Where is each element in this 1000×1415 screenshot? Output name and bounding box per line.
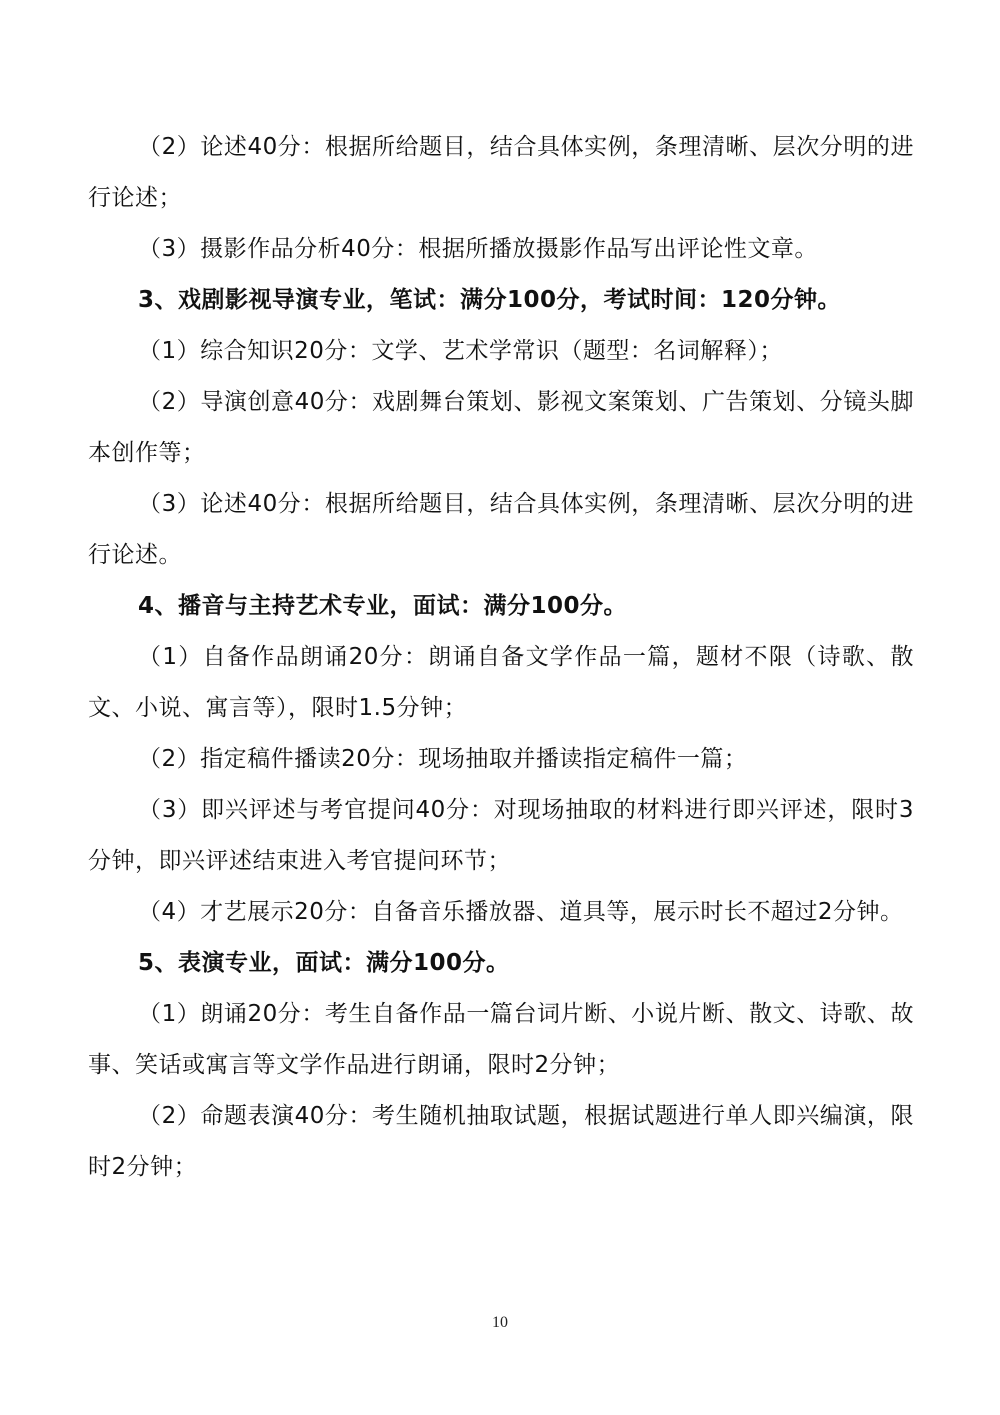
paragraph-essay-2: （2）论述40分：根据所给题目，结合具体实例，条理清晰、层次分明的进行论述； [88, 134, 914, 211]
paragraph-topic-performance: （2）命题表演40分：考生随机抽取试题，根据试题进行单人即兴编演，限时2分钟； [88, 1103, 914, 1180]
paragraph-general-knowledge: （1）综合知识20分：文学、艺术学常识（题型：名词解释）； [138, 338, 783, 364]
section-heading-performance: 5、表演专业，面试：满分100分。 [138, 950, 510, 976]
paragraph-director-creativity: （2）导演创意40分：戏剧舞台策划、影视文案策划、广告策划、分镜头脚本创作等； [88, 389, 914, 466]
document-body [88, 122, 914, 1193]
page-number: 10 [492, 1314, 508, 1331]
paragraph-assigned-script: （2）指定稿件播读20分：现场抽取并播读指定稿件一篇； [138, 746, 748, 772]
section-heading-broadcasting: 4、播音与主持艺术专业，面试：满分100分。 [138, 593, 628, 619]
paragraph-photo-analysis: （3）摄影作品分析40分：根据所播放摄影作品写出评论性文章。 [138, 236, 818, 262]
paragraph-recitation-own-work: （1）自备作品朗诵20分：朗诵自备文学作品一篇，题材不限（诗歌、散文、小说、寓言等），限时1.5分钟； [88, 644, 914, 721]
paragraph-impromptu-commentary: （3）即兴评述与考官提问40分：对现场抽取的材料进行即兴评述，限时3分钟，即兴评述结束进入考官提问环节； [88, 797, 914, 874]
section-heading-directing: 3、戏剧影视导演专业，笔试：满分100分，考试时间：120分钟。 [138, 287, 842, 313]
paragraph-essay-3: （3）论述40分：根据所给题目，结合具体实例，条理清晰、层次分明的进行论述。 [88, 491, 914, 568]
paragraph-recitation: （1）朗诵20分：考生自备作品一篇台词片断、小说片断、散文、诗歌、故事、笑话或寓言等文学作品进行朗诵，限时2分钟； [88, 1001, 914, 1078]
paragraph-talent-show: （4）才艺展示20分：自备音乐播放器、道具等，展示时长不超过2分钟。 [138, 899, 904, 925]
